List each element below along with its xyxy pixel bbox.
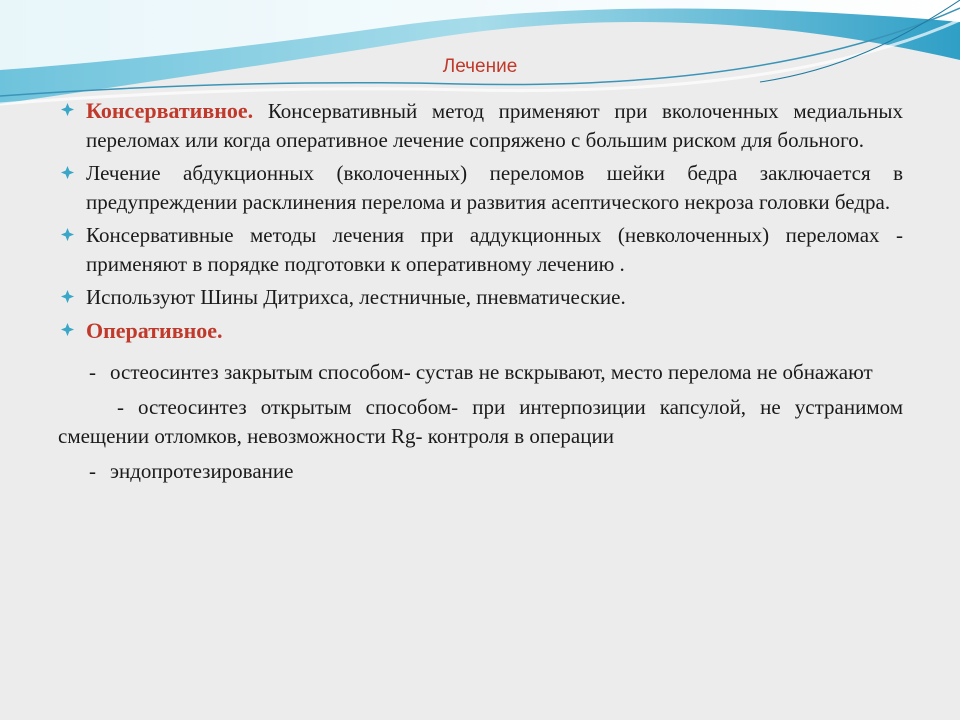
splints-text: Используют Шины Дитрихса, лестничные, пневматические.	[86, 285, 626, 309]
diamond-bullet-icon	[60, 322, 75, 337]
diamond-bullet-icon	[60, 102, 75, 117]
adduction-text: Консервативные методы лечения при аддукционных (невколоченных) переломах - применяют в порядке подготовки к оперативному лечению .	[86, 223, 903, 276]
operative-item	[58, 358, 903, 387]
item-dash: -	[89, 459, 96, 483]
operative-item	[58, 393, 903, 451]
diamond-bullet-icon	[60, 165, 75, 180]
operative-item-text: остеосинтез закрытым способом- сустав не вскрывают, место перелома не обнажают	[110, 360, 873, 384]
conservative-heading: Консервативное.	[86, 98, 254, 123]
bullet-operative	[58, 316, 903, 346]
operative-heading: Оперативное.	[86, 318, 223, 343]
bullet-splints	[58, 283, 903, 312]
abduction-text: Лечение абдукционных (вколоченных) переломов шейки бедра заключается в предупреждении расклинения перелома и развития асептического некроза головки бедра.	[86, 161, 903, 214]
item-dash: -	[117, 395, 124, 419]
diamond-bullet-icon	[60, 289, 75, 304]
bullet-conservative	[58, 96, 903, 155]
operative-item-text: остеосинтез открытым способом- при интерпозиции капсулой, не устранимом смещении отломков, невозможности Rg- контроля в операции	[58, 395, 903, 448]
diamond-bullet-icon	[60, 227, 75, 242]
operative-item-text: эндопротезирование	[110, 459, 294, 483]
bullet-adduction	[58, 221, 903, 279]
item-dash: -	[89, 360, 96, 384]
conservative-text: Консервативный метод применяют при вколоченных медиальных переломах или когда оперативное лечение сопряжено с большим риском для больного.	[86, 99, 903, 152]
operative-item	[58, 457, 903, 486]
bullet-abduction	[58, 159, 903, 217]
slide-content	[58, 96, 903, 492]
slide-title: Лечение	[442, 56, 518, 77]
